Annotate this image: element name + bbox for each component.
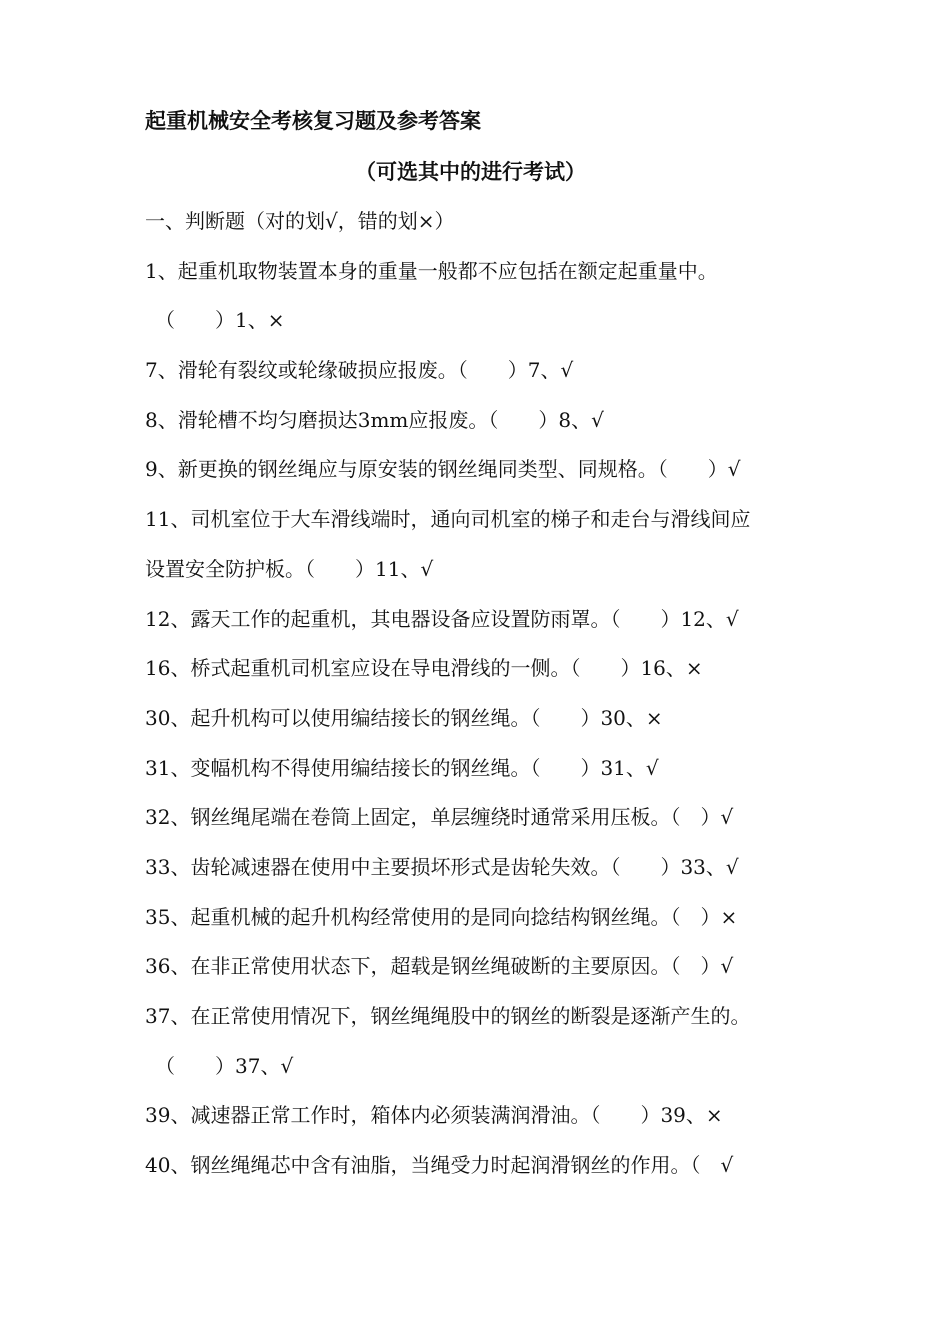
section-heading: 一、判断题（对的划√，错的划×） <box>145 209 455 233</box>
question-line: 37、在正常使用情况下，钢丝绳绳股中的钢丝的断裂是逐渐产生的。 <box>145 1004 751 1028</box>
question-line: 1、起重机取物装置本身的重量一般都不应包括在额定起重量中。 <box>145 258 718 283</box>
question-line: 31、变幅机构不得使用编结接长的钢丝绳。（ ）31、√ <box>145 755 659 780</box>
question-line: 7、滑轮有裂纹或轮缘破损应报废。（ ）7、√ <box>145 358 574 383</box>
question-line: 12、露天工作的起重机，其电器设备应设置防雨罩。（ ）12、√ <box>145 606 739 631</box>
question-line-continued: 设置安全防护板。（ ）11、√ <box>145 556 434 581</box>
question-line: 32、钢丝绳尾端在卷筒上固定，单层缠绕时通常采用压板。（ ）√ <box>145 805 734 830</box>
question-line: 40、钢丝绳绳芯中含有油脂，当绳受力时起润滑钢丝的作用。（ √ <box>145 1153 734 1178</box>
document-subtitle: （可选其中的进行考试） <box>355 159 586 184</box>
question-line: 8、滑轮槽不均匀磨损达3mm应报废。（ ）8、√ <box>145 407 604 432</box>
answer-line: （ ）1、× <box>155 308 285 333</box>
question-line: 11、司机室位于大车滑线端时，通向司机室的梯子和走台与滑线间应 <box>145 507 751 532</box>
question-line: 16、桥式起重机司机室应设在导电滑线的一侧。（ ）16、× <box>145 656 703 681</box>
question-line: 9、新更换的钢丝绳应与原安装的钢丝绳同类型、同规格。（ ）√ <box>145 457 741 482</box>
question-line: 35、起重机械的起升机构经常使用的是同向捻结构钢丝绳。（ ）× <box>145 904 738 929</box>
document-title: 起重机械安全考核复习题及参考答案 <box>145 108 481 133</box>
question-list <box>145 204 825 1198</box>
question-line: 36、在非正常使用状态下，超载是钢丝绳破断的主要原因。（ ）√ <box>145 954 734 979</box>
question-line: 30、起升机构可以使用编结接长的钢丝绳。（ ）30、× <box>145 705 663 730</box>
question-line: 39、减速器正常工作时，箱体内必须装满润滑油。（ ）39、× <box>145 1103 723 1128</box>
question-line: 33、齿轮减速器在使用中主要损坏形式是齿轮失效。（ ）33、√ <box>145 854 739 879</box>
answer-line: （ ）37、√ <box>155 1053 294 1078</box>
